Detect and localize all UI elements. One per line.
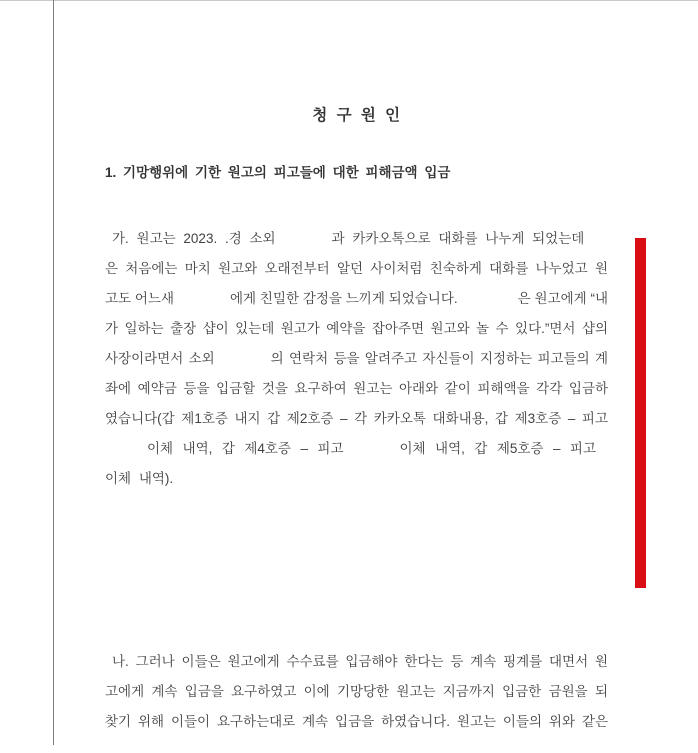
redacted-name-gap	[596, 452, 608, 453]
text-line	[105, 434, 608, 464]
paragraph-na	[105, 647, 608, 737]
line-text: 가. 원고는 2023. .경 소외	[112, 231, 276, 246]
redacted-name-gap	[174, 302, 230, 303]
text-line	[105, 254, 608, 284]
line-text: 은 처음에는 마치 원고와 오래전부터 알던 사이처럼 친숙하게 대화를 나누었고 원	[105, 261, 608, 276]
redacted-name-gap	[344, 452, 400, 453]
line-text: 은 원고에게 “내	[517, 291, 608, 306]
line-text: 사장이라면서 소외	[105, 351, 215, 366]
text-line	[105, 314, 608, 344]
line-text: 좌에 예약금 등을 입금할 것을 요구하여 원고는 아래와 같이 피해액을 각각 입금하	[105, 381, 608, 396]
text-line	[105, 224, 608, 254]
line-text: 과 카카오톡으로 대화를 나누게 되었는데	[331, 231, 585, 246]
redacted-name-gap	[276, 242, 332, 243]
page-top-border	[0, 0, 698, 1]
line-text: 찾기 위해 이들이 요구하는대로 계속 입금을 하였습니다. 원고는 이들의 위와 같은	[105, 714, 608, 729]
line-text: 의 연락처 등을 알려주고 자신들이 지정하는 피고들의 계	[270, 351, 608, 366]
text-line	[105, 647, 608, 677]
line-text: 나. 그러나 이들은 원고에게 수수료를 입금해야 한다는 등 계속 핑계를 대면서 원	[112, 654, 608, 669]
red-redaction-bar	[635, 238, 646, 588]
left-margin-rule	[53, 0, 54, 745]
line-text: 고도 어느새	[105, 291, 175, 306]
redacted-name-gap	[105, 452, 147, 453]
redacted-name-gap	[215, 362, 271, 363]
line-text: 이체 내역, 갑 제5호증 – 피고	[399, 441, 596, 456]
line-text: 고에게 계속 입금을 요구하였고 이에 기망당한 원고는 지금까지 입금한 금원을 되	[105, 684, 608, 699]
text-line	[105, 284, 608, 314]
redacted-name-gap	[458, 302, 518, 303]
text-line	[105, 404, 608, 434]
paragraph-ga	[105, 224, 608, 494]
text-line	[105, 677, 608, 707]
text-line	[105, 374, 608, 404]
line-text: 가 일하는 출장 샵이 있는데 원고가 예약을 잡아주면 원고와 놀 수 있다.”면서 샵의	[105, 321, 608, 336]
line-text: 에게 친밀한 감정을 느끼게 되었습니다.	[230, 291, 458, 306]
document-title: 청 구 원 인	[312, 107, 401, 124]
text-line	[105, 464, 608, 494]
line-text: 였습니다(갑 제1호증 내지 갑 제2호증 – 각 카카오톡 대화내용, 갑 제3호증 – 피고	[105, 411, 608, 426]
text-line	[105, 707, 608, 737]
text-line	[105, 344, 608, 374]
line-text: 이체 내역).	[105, 471, 174, 486]
line-text: 이체 내역, 갑 제4호증 – 피고	[147, 441, 344, 456]
section-heading: 1. 기망행위에 기한 원고의 피고들에 대한 피해금액 입금	[105, 165, 451, 180]
